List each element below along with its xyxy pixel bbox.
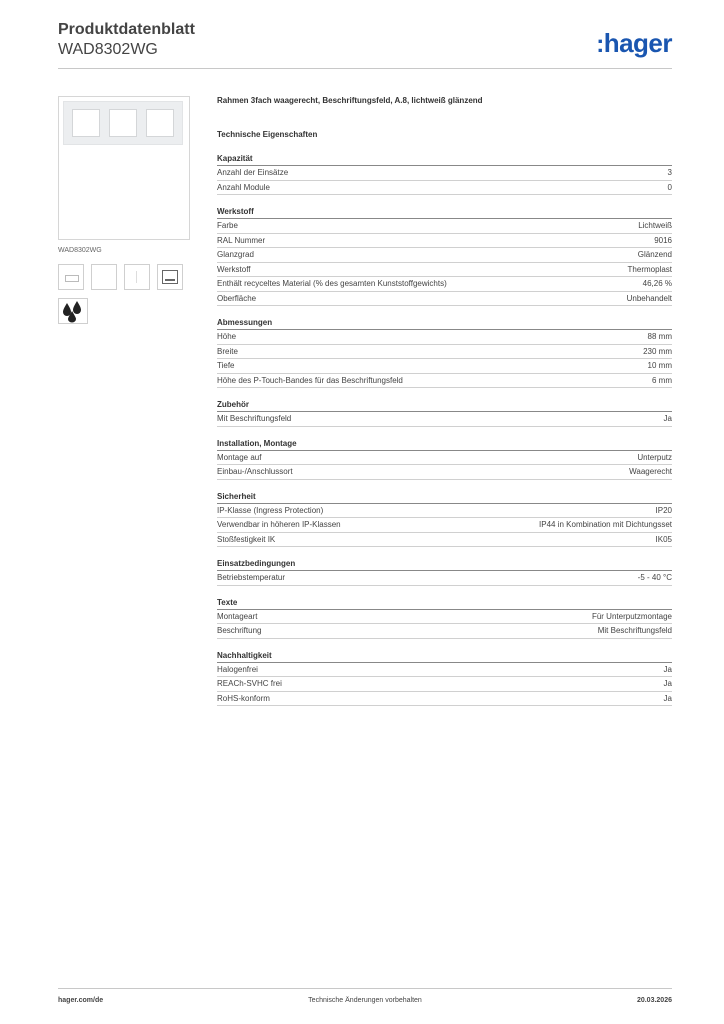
spec-label: REACh-SVHC frei [217,679,282,688]
spec-value: Thermoplast [627,264,672,274]
spec-row [217,692,672,707]
spec-value: 46,26 % [642,279,672,288]
spec-label: Montageart [217,611,258,621]
spec-value: 10 mm [647,361,672,370]
spec-value: Waagerecht [629,467,672,476]
spec-row [217,533,672,548]
spec-value: Ja [663,414,672,423]
spec-value: Ja [663,693,672,703]
spec-value: Mit Beschriftungsfeld [597,626,672,635]
spec-value: IK05 [655,534,672,544]
spec-group [217,651,672,707]
spec-row [217,677,672,692]
spec-value: 3 [667,168,672,177]
spec-row [217,181,672,196]
spec-group [217,318,672,388]
spec-group [217,439,672,480]
spec-value: IP44 in Kombination mit Dichtungsset [539,520,672,529]
spec-row [217,248,672,263]
spec-row [217,263,672,278]
socket-thumb-icon[interactable] [157,264,183,290]
spec-value: IP20 [655,505,672,515]
document-title: Produktdatenblatt [58,21,195,38]
article-number: WAD8302WG [58,41,158,58]
blank-thumb-icon[interactable] [91,264,117,290]
spec-label: Glanzgrad [217,250,254,259]
spec-row [217,465,672,480]
frame-slot [109,109,137,137]
spec-label: Halogenfrei [217,664,258,674]
spec-value: Unterputz [637,452,672,462]
spec-row [217,292,672,307]
spec-value: Ja [663,679,672,688]
spec-row [217,518,672,533]
spec-row [217,166,672,181]
spec-row [217,359,672,374]
spec-row [217,374,672,389]
spec-group-title: Kapazität [217,154,672,166]
water-drops-icon [58,298,88,324]
spec-value: Unbehandelt [626,293,672,303]
page-header [58,20,672,66]
spec-row [217,219,672,234]
spec-group [217,559,672,586]
spec-value: Für Unterputzmontage [591,611,672,621]
spec-label: Einbau-/Anschlussort [217,467,293,476]
footer-website[interactable]: hager.com/de [58,997,104,1004]
frame-illustration [63,101,183,145]
spec-column [217,96,672,706]
spec-label: Breite [217,346,238,356]
footer-note: Technische Änderungen vorbehalten [308,997,422,1004]
header-divider [58,68,672,69]
logo-text: hager [603,28,672,58]
spec-row [217,663,672,678]
spec-label: RoHS-konform [217,693,270,703]
spec-group [217,492,672,548]
spec-label: Enthält recyceltes Material (% des gesamten Kunststoffgewichts) [217,279,447,288]
spec-value: Glänzend [637,250,672,259]
spec-groups [217,154,672,706]
footer-divider [58,988,672,989]
spec-label: Werkstoff [217,264,251,274]
spec-label: Höhe des P-Touch-Bandes für das Beschriftungsfeld [217,375,403,385]
hager-logo: :hager [596,28,672,58]
spec-group [217,400,672,427]
spec-row [217,277,672,292]
product-description: Rahmen 3fach waagerecht, Beschriftungsfeld, A.8, lichtweiß glänzend [217,96,483,105]
thumbnail-strip [58,264,198,290]
spec-label: IP-Klasse (Ingress Protection) [217,505,324,515]
spec-row [217,234,672,249]
page-footer [58,997,672,1009]
spec-label: Mit Beschriftungsfeld [217,414,292,423]
footer-date: 20.03.2026 [636,997,672,1004]
spec-group-title: Werkstoff [217,207,672,219]
spec-row [217,610,672,625]
spec-group [217,154,672,195]
image-caption: WAD8302WG [58,247,102,254]
spec-row [217,412,672,427]
spec-label: Farbe [217,221,238,230]
spec-label: Höhe [217,332,237,341]
spec-group [217,598,672,639]
section-title: Technische Eigenschaften [217,130,318,139]
frame-slot [72,109,100,137]
spec-value: -5 - 40 °C [637,573,672,582]
spec-group-title: Installation, Montage [217,439,672,451]
spec-value: Ja [663,664,672,674]
spec-group-title: Abmessungen [217,318,672,330]
spec-label: Stoßfestigkeit IK [217,534,276,544]
spec-group-title: Nachhaltigkeit [217,651,672,663]
spec-group-title: Texte [217,598,672,610]
spec-value: 88 mm [647,332,672,341]
frame-thumb-icon[interactable] [58,264,84,290]
spec-label: Betriebstemperatur [217,573,286,582]
spec-label: Tiefe [217,361,235,370]
spec-value: 6 mm [652,375,672,385]
spec-value: 230 mm [643,346,672,356]
spec-label: Oberfläche [217,293,257,303]
spec-label: Beschriftung [217,626,262,635]
spec-value: Lichtweiß [638,221,672,230]
spec-row [217,504,672,519]
spec-row [217,571,672,586]
spec-group-title: Einsatzbedingungen [217,559,672,571]
spec-label: Anzahl Module [217,182,270,192]
spec-group-title: Sicherheit [217,492,672,504]
spec-label: RAL Nummer [217,235,266,245]
spec-label: Anzahl der Einsätze [217,168,289,177]
spec-value: 9016 [654,235,672,245]
spec-group [217,207,672,306]
spec-value: 0 [667,182,672,192]
line-thumb-icon[interactable] [124,264,150,290]
spec-row [217,345,672,360]
spec-row [217,451,672,466]
spec-row [217,624,672,639]
frame-slot [146,109,174,137]
product-media-column [58,96,198,324]
spec-label: Montage auf [217,452,262,462]
spec-label: Verwendbar in höheren IP-Klassen [217,520,341,529]
spec-row [217,330,672,345]
spec-group-title: Zubehör [217,400,672,412]
product-image [58,96,190,240]
